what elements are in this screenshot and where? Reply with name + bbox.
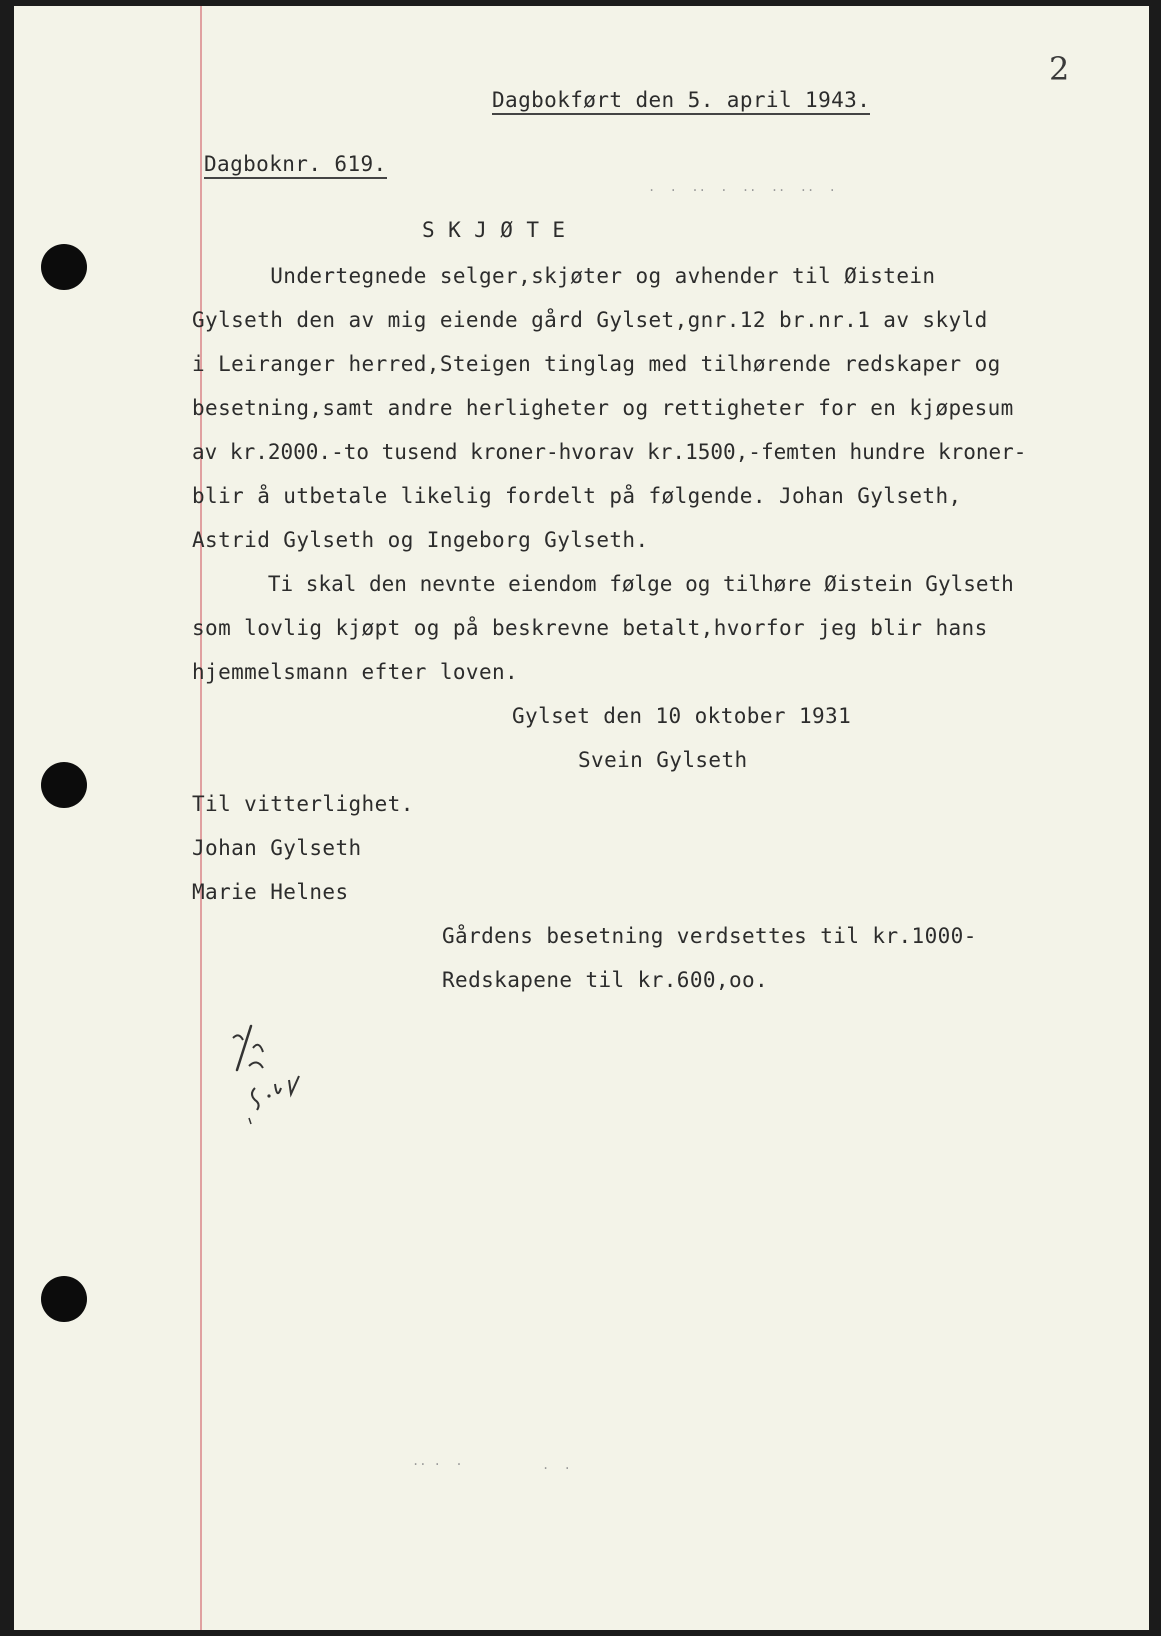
punch-hole <box>41 244 87 290</box>
smudge-mark: . . <box>542 1458 571 1472</box>
body-line: i Leiranger herred,Steigen tinglag med tilhørende redskaper og <box>192 352 1001 376</box>
body-line: Gylseth den av mig eiende gård Gylset,gnr.12 br.nr.1 av skyld <box>192 308 988 332</box>
witness-name: Marie Helnes <box>192 880 349 904</box>
body-line: som lovlig kjøpt og på beskrevne betalt,hvorfor jeg blir hans <box>192 616 988 640</box>
body-line: Astrid Gylseth og Ingeborg Gylseth. <box>192 528 649 552</box>
document-title: S K J Ø T E <box>422 218 566 242</box>
valuation-line: Gårdens besetning verdsettes til kr.1000- <box>442 924 977 948</box>
smudge-dots: . . .. . .. .. .. . <box>648 180 836 194</box>
body-line: av kr.2000.-to tusend kroner-hvorav kr.1500,-femten hundre kroner- <box>192 440 1027 464</box>
handwritten-mark <box>229 1018 319 1128</box>
punch-hole <box>41 762 87 808</box>
punch-hole <box>41 1276 87 1322</box>
body-line: besetning,samt andre herligheter og rettigheter for en kjøpesum <box>192 396 1014 420</box>
document-page <box>14 6 1149 1630</box>
page-number: 2 <box>1049 50 1070 88</box>
body-line: blir å utbetale likelig fordelt på følgende. Johan Gylseth, <box>192 484 962 508</box>
smudge-mark: .. . . <box>412 1454 463 1468</box>
body-line: Undertegnede selger,skjøter og avhender til Øistein <box>192 264 936 288</box>
journal-number: Dagboknr. 619. <box>204 152 387 179</box>
witness-name: Johan Gylseth <box>192 836 362 860</box>
witness-heading: Til vitterlighet. <box>192 792 414 816</box>
body-line: hjemmelsmann efter loven. <box>192 660 519 684</box>
place-date: Gylset den 10 oktober 1931 <box>512 704 852 728</box>
body-line: Ti skal den nevnte eiendom følge og tilhøre Øistein Gylseth <box>192 572 1014 596</box>
seller-signature: Svein Gylseth <box>578 748 748 772</box>
entry-date: Dagbokført den 5. april 1943. <box>492 88 870 115</box>
margin-line <box>200 6 202 1630</box>
valuation-line: Redskapene til kr.600,oo. <box>442 968 769 992</box>
